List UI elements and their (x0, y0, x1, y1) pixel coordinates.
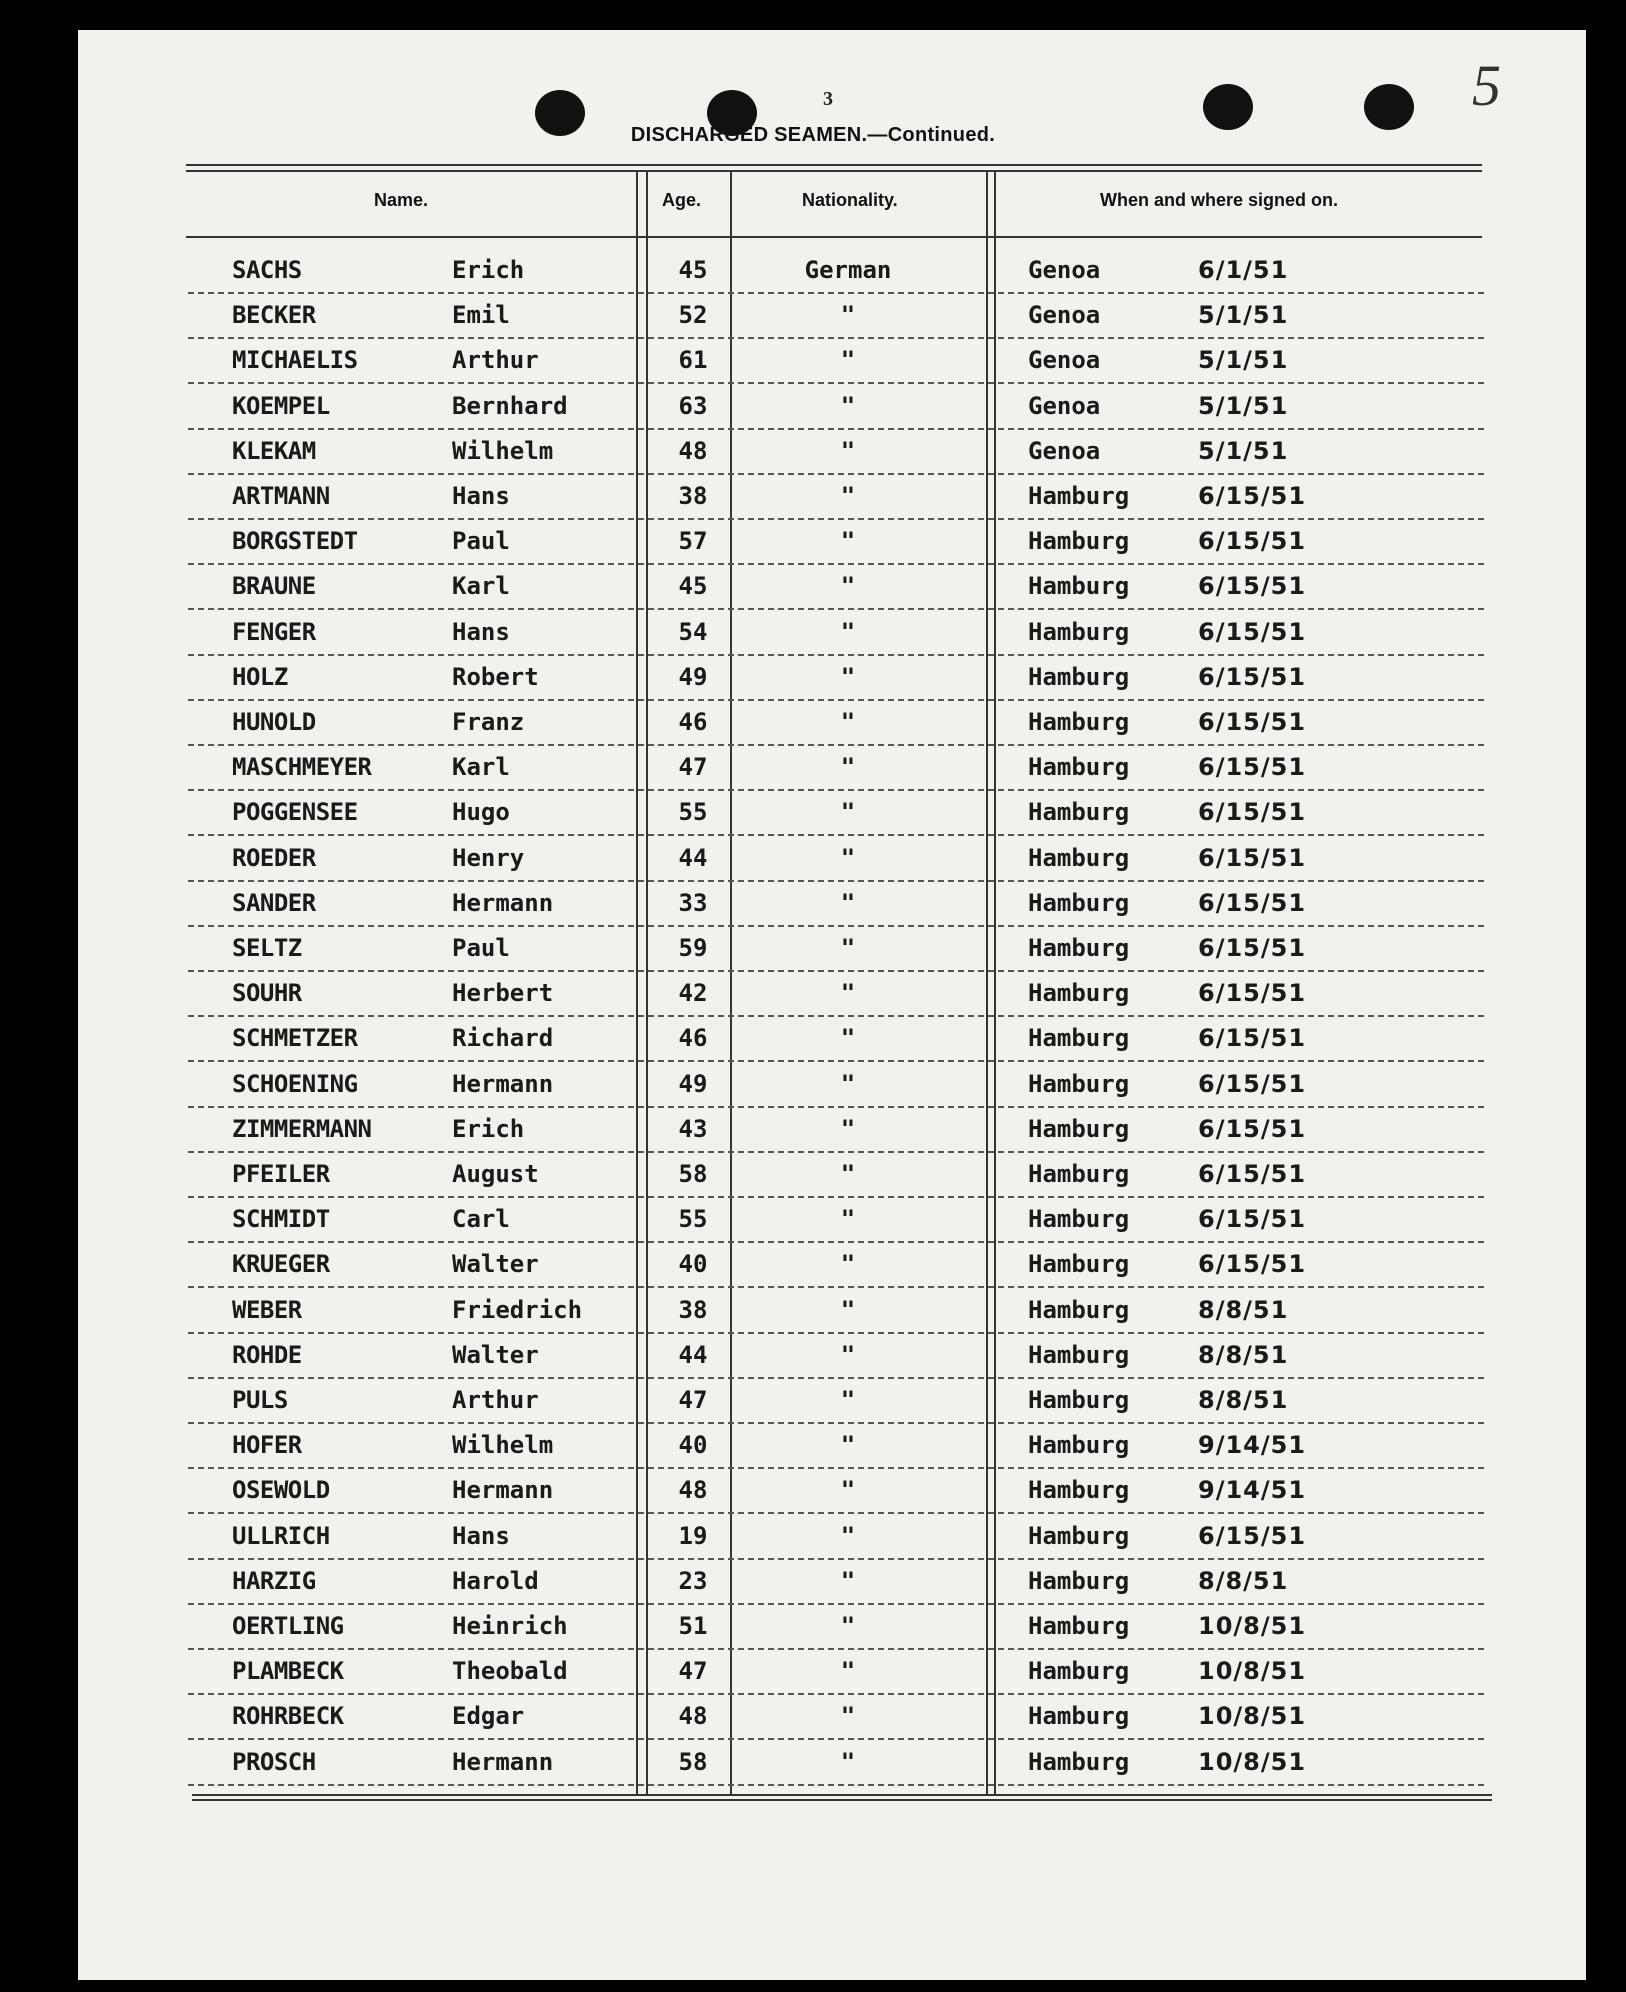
row-dashed-rule (188, 518, 1484, 520)
age-cell: 40 (678, 1431, 708, 1460)
nationality-cell: " (840, 527, 856, 556)
sign-on-port-cell: Hamburg (1028, 1114, 1130, 1143)
last-name-cell: HUNOLD (232, 708, 316, 736)
age-cell: 48 (678, 1702, 708, 1731)
age-cell: 40 (678, 1250, 708, 1279)
nationality-cell: " (840, 1160, 856, 1188)
age-cell: 23 (678, 1566, 708, 1595)
age-cell: 47 (678, 1386, 708, 1414)
sign-on-date-cell: 6/15/51 (1198, 1114, 1307, 1143)
column-header-age: Age. (662, 190, 702, 210)
nationality-cell: " (840, 1747, 856, 1776)
first-name-cell: Wilhelm (452, 1431, 554, 1460)
sign-on-date-cell: 5/1/51 (1198, 301, 1289, 330)
age-cell: 46 (678, 708, 708, 736)
age-cell: 38 (678, 482, 708, 510)
sign-on-port-cell: Hamburg (1028, 527, 1130, 556)
last-name-cell: SCHMIDT (232, 1205, 330, 1234)
last-name-cell: PROSCH (232, 1747, 316, 1776)
last-name-cell: ROHDE (232, 1340, 302, 1369)
nationality-cell: " (840, 1250, 856, 1279)
sign-on-date-cell: 6/15/51 (1198, 1160, 1307, 1188)
column-header-signed-on: When and where signed on. (1100, 190, 1339, 210)
sign-on-date-cell: 6/15/51 (1198, 617, 1307, 646)
age-cell: 44 (678, 1340, 708, 1369)
row-dashed-rule (188, 1377, 1484, 1379)
age-cell: 58 (678, 1160, 708, 1188)
row-dashed-rule (188, 1603, 1484, 1605)
row-dashed-rule (188, 654, 1484, 656)
table-rule-bottom (192, 1794, 1492, 1796)
nationality-cell: " (840, 1431, 856, 1460)
sign-on-date-cell: 6/15/51 (1198, 753, 1307, 782)
row-dashed-rule (188, 1784, 1484, 1786)
page-number: 3 (823, 88, 833, 110)
nationality-cell: " (840, 1566, 856, 1595)
sign-on-date-cell: 6/15/51 (1198, 934, 1307, 962)
row-dashed-rule (188, 834, 1484, 836)
sign-on-port-cell: Hamburg (1028, 1657, 1130, 1686)
row-dashed-rule (188, 1332, 1484, 1334)
age-cell: 48 (678, 1476, 708, 1505)
nationality-cell: " (840, 436, 856, 465)
table-row (188, 1606, 1484, 1650)
sign-on-port-cell: Genoa (1028, 391, 1101, 420)
row-dashed-rule (188, 1060, 1484, 1062)
sign-on-date-cell: 6/15/51 (1198, 527, 1307, 556)
last-name-cell: HOLZ (232, 662, 288, 691)
header-rule-bottom (186, 236, 1482, 238)
nationality-cell: " (840, 391, 856, 420)
first-name-cell: Bernhard (452, 391, 568, 420)
header-rule-top-2 (186, 170, 1482, 172)
sign-on-date-cell: 9/14/51 (1198, 1476, 1307, 1505)
first-name-cell: Edgar (452, 1702, 525, 1731)
nationality-cell: " (840, 1476, 856, 1505)
last-name-cell: POGGENSEE (232, 798, 358, 827)
age-cell: 45 (678, 256, 708, 284)
first-name-cell: Arthur (452, 346, 539, 375)
first-name-cell: Franz (452, 708, 525, 736)
age-cell: 54 (678, 617, 708, 646)
sign-on-date-cell: 8/8/51 (1198, 1340, 1289, 1369)
first-name-cell: Erich (452, 256, 525, 284)
row-dashed-rule (188, 789, 1484, 791)
nationality-cell: " (840, 572, 856, 601)
sign-on-date-cell: 6/15/51 (1198, 662, 1307, 691)
first-name-cell: Carl (452, 1205, 510, 1234)
last-name-cell: HOFER (232, 1431, 302, 1460)
first-name-cell: Paul (452, 527, 510, 556)
first-name-cell: Hermann (452, 888, 554, 917)
table-row (188, 1018, 1484, 1062)
first-name-cell: Hans (452, 482, 510, 510)
last-name-cell: MASCHMEYER (232, 753, 372, 782)
table-row (188, 1109, 1484, 1153)
last-name-cell: ZIMMERMANN (232, 1114, 372, 1143)
nationality-cell: " (840, 798, 856, 827)
first-name-cell: Erich (452, 1114, 525, 1143)
sign-on-date-cell: 9/14/51 (1198, 1431, 1307, 1460)
nationality-cell: German (804, 256, 892, 284)
sign-on-date-cell: 8/8/51 (1198, 1295, 1289, 1324)
first-name-cell: Walter (452, 1250, 539, 1279)
table-row (188, 1380, 1484, 1424)
table-row (188, 1199, 1484, 1243)
row-dashed-rule (188, 292, 1484, 294)
table-row (188, 1335, 1484, 1379)
first-name-cell: Wilhelm (452, 436, 554, 465)
last-name-cell: KOEMPEL (232, 391, 330, 420)
age-cell: 61 (678, 346, 708, 375)
first-name-cell: Karl (452, 572, 510, 601)
sign-on-port-cell: Hamburg (1028, 572, 1130, 601)
sign-on-port-cell: Hamburg (1028, 1069, 1130, 1098)
table-row (188, 792, 1484, 836)
sign-on-port-cell: Hamburg (1028, 1024, 1130, 1053)
nationality-cell: " (840, 888, 856, 917)
sign-on-port-cell: Hamburg (1028, 934, 1130, 962)
row-dashed-rule (188, 1738, 1484, 1740)
last-name-cell: OSEWOLD (232, 1476, 330, 1505)
first-name-cell: Karl (452, 753, 510, 782)
last-name-cell: ROHRBECK (232, 1702, 344, 1731)
sign-on-port-cell: Hamburg (1028, 979, 1130, 1008)
last-name-cell: HARZIG (232, 1566, 316, 1595)
nationality-cell: " (840, 1340, 856, 1369)
first-name-cell: Richard (452, 1024, 554, 1053)
sign-on-date-cell: 6/15/51 (1198, 843, 1307, 872)
row-dashed-rule (188, 1467, 1484, 1469)
sign-on-date-cell: 10/8/51 (1198, 1657, 1307, 1686)
last-name-cell: SELTZ (232, 934, 302, 962)
sign-on-port-cell: Hamburg (1028, 798, 1130, 827)
last-name-cell: ARTMANN (232, 482, 330, 510)
first-name-cell: Robert (452, 662, 539, 691)
nationality-cell: " (840, 843, 856, 872)
row-dashed-rule (188, 1648, 1484, 1650)
age-cell: 33 (678, 888, 708, 917)
age-cell: 42 (678, 979, 708, 1008)
table-row (188, 1696, 1484, 1740)
sign-on-port-cell: Hamburg (1028, 843, 1130, 872)
age-cell: 43 (678, 1114, 708, 1143)
table-row (188, 340, 1484, 384)
row-dashed-rule (188, 925, 1484, 927)
age-cell: 47 (678, 1657, 708, 1686)
sign-on-port-cell: Genoa (1028, 301, 1101, 330)
table-row (188, 521, 1484, 565)
first-name-cell: Emil (452, 301, 510, 330)
table-row (188, 476, 1484, 520)
row-dashed-rule (188, 337, 1484, 339)
sign-on-port-cell: Hamburg (1028, 1747, 1130, 1776)
age-cell: 55 (678, 1205, 708, 1234)
last-name-cell: FENGER (232, 617, 316, 646)
last-name-cell: PLAMBECK (232, 1657, 344, 1686)
row-dashed-rule (188, 1196, 1484, 1198)
table-row (188, 386, 1484, 430)
sign-on-date-cell: 6/15/51 (1198, 888, 1307, 917)
age-cell: 51 (678, 1612, 708, 1640)
age-cell: 47 (678, 753, 708, 782)
nationality-cell: " (840, 1386, 856, 1414)
row-dashed-rule (188, 473, 1484, 475)
nationality-cell: " (840, 708, 856, 736)
nationality-cell: " (840, 753, 856, 782)
sign-on-port-cell: Hamburg (1028, 1612, 1130, 1640)
first-name-cell: Hans (452, 1521, 510, 1550)
last-name-cell: SCHOENING (232, 1069, 358, 1098)
table-row (188, 1425, 1484, 1469)
sign-on-date-cell: 5/1/51 (1198, 436, 1289, 465)
age-cell: 45 (678, 572, 708, 601)
sign-on-date-cell: 10/8/51 (1198, 1612, 1307, 1640)
age-cell: 59 (678, 934, 708, 962)
last-name-cell: ROEDER (232, 843, 316, 872)
last-name-cell: BORGSTEDT (232, 527, 358, 556)
nationality-cell: " (840, 1024, 856, 1053)
sign-on-port-cell: Hamburg (1028, 1702, 1130, 1731)
last-name-cell: PULS (232, 1386, 288, 1414)
last-name-cell: MICHAELIS (232, 346, 358, 375)
table-row (188, 1244, 1484, 1288)
nationality-cell: " (840, 979, 856, 1008)
row-dashed-rule (188, 382, 1484, 384)
table-row (188, 702, 1484, 746)
table-row (188, 928, 1484, 972)
sign-on-date-cell: 6/15/51 (1198, 979, 1307, 1008)
last-name-cell: PFEILER (232, 1160, 330, 1188)
sign-on-port-cell: Hamburg (1028, 1160, 1130, 1188)
sign-on-port-cell: Hamburg (1028, 482, 1130, 510)
nationality-cell: " (840, 1521, 856, 1550)
table-row (188, 838, 1484, 882)
last-name-cell: SACHS (232, 256, 302, 284)
sign-on-port-cell: Hamburg (1028, 753, 1130, 782)
sign-on-date-cell: 6/15/51 (1198, 1205, 1307, 1234)
nationality-cell: " (840, 1295, 856, 1324)
table-row (188, 431, 1484, 475)
first-name-cell: Hermann (452, 1069, 554, 1098)
table-row (188, 295, 1484, 339)
last-name-cell: OERTLING (232, 1612, 344, 1640)
row-dashed-rule (188, 880, 1484, 882)
column-header-name: Name. (374, 190, 429, 210)
nationality-cell: " (840, 1702, 856, 1731)
first-name-cell: August (452, 1160, 539, 1188)
sign-on-date-cell: 8/8/51 (1198, 1566, 1289, 1595)
first-name-cell: Walter (452, 1340, 539, 1369)
nationality-cell: " (840, 482, 856, 510)
last-name-cell: SCHMETZER (232, 1024, 358, 1053)
sign-on-date-cell: 5/1/51 (1198, 391, 1289, 420)
sign-on-date-cell: 6/1/51 (1198, 256, 1289, 284)
sign-on-port-cell: Hamburg (1028, 1476, 1130, 1505)
last-name-cell: BRAUNE (232, 572, 316, 601)
nationality-cell: " (840, 1612, 856, 1640)
sign-on-date-cell: 6/15/51 (1198, 1069, 1307, 1098)
row-dashed-rule (188, 1693, 1484, 1695)
last-name-cell: ULLRICH (232, 1521, 330, 1550)
age-cell: 46 (678, 1024, 708, 1053)
row-dashed-rule (188, 1106, 1484, 1108)
row-dashed-rule (188, 1015, 1484, 1017)
last-name-cell: SANDER (232, 888, 316, 917)
first-name-cell: Hugo (452, 798, 510, 827)
nationality-cell: " (840, 1069, 856, 1098)
table-row (188, 973, 1484, 1017)
age-cell: 48 (678, 436, 708, 465)
sign-on-port-cell: Genoa (1028, 436, 1101, 465)
sign-on-date-cell: 6/15/51 (1198, 708, 1307, 736)
sign-on-date-cell: 6/15/51 (1198, 572, 1307, 601)
row-dashed-rule (188, 428, 1484, 430)
last-name-cell: BECKER (232, 301, 316, 330)
nationality-cell: " (840, 934, 856, 962)
first-name-cell: Friedrich (452, 1295, 583, 1324)
last-name-cell: KLEKAM (232, 436, 316, 465)
age-cell: 52 (678, 301, 708, 330)
sign-on-port-cell: Hamburg (1028, 888, 1130, 917)
table-row (188, 1154, 1484, 1198)
last-name-cell: WEBER (232, 1295, 302, 1324)
nationality-cell: " (840, 346, 856, 375)
table-row (188, 566, 1484, 610)
sign-on-port-cell: Hamburg (1028, 1566, 1130, 1595)
sign-on-date-cell: 6/15/51 (1198, 482, 1307, 510)
age-cell: 63 (678, 391, 708, 420)
first-name-cell: Paul (452, 934, 510, 962)
row-dashed-rule (188, 1422, 1484, 1424)
first-name-cell: Herbert (452, 979, 554, 1008)
sign-on-port-cell: Hamburg (1028, 1521, 1130, 1550)
first-name-cell: Hermann (452, 1476, 554, 1505)
first-name-cell: Heinrich (452, 1612, 568, 1640)
handwritten-page-number: 5 (1472, 53, 1501, 118)
table-rule-bottom-2 (192, 1799, 1492, 1801)
table-row (188, 1470, 1484, 1514)
first-name-cell: Arthur (452, 1386, 539, 1414)
row-dashed-rule (188, 1241, 1484, 1243)
first-name-cell: Theobald (452, 1657, 568, 1686)
sign-on-port-cell: Hamburg (1028, 1295, 1130, 1324)
sign-on-date-cell: 5/1/51 (1198, 346, 1289, 375)
age-cell: 49 (678, 1069, 708, 1098)
table-row (188, 250, 1484, 294)
table-row (188, 612, 1484, 656)
sign-on-port-cell: Genoa (1028, 256, 1101, 284)
age-cell: 55 (678, 798, 708, 827)
sign-on-date-cell: 6/15/51 (1198, 798, 1307, 827)
sign-on-date-cell: 10/8/51 (1198, 1702, 1307, 1731)
sign-on-date-cell: 10/8/51 (1198, 1747, 1307, 1776)
row-dashed-rule (188, 563, 1484, 565)
nationality-cell: " (840, 301, 856, 330)
table-row (188, 747, 1484, 791)
age-cell: 38 (678, 1295, 708, 1324)
sign-on-date-cell: 8/8/51 (1198, 1386, 1289, 1414)
age-cell: 44 (678, 843, 708, 872)
sign-on-port-cell: Hamburg (1028, 1205, 1130, 1234)
last-name-cell: SOUHR (232, 979, 302, 1008)
sign-on-port-cell: Hamburg (1028, 1431, 1130, 1460)
page-heading: DISCHARGED SEAMEN.—Continued. (630, 124, 996, 146)
table-row (188, 883, 1484, 927)
sign-on-port-cell: Hamburg (1028, 617, 1130, 646)
last-name-cell: KRUEGER (232, 1250, 330, 1279)
sign-on-date-cell: 6/15/51 (1198, 1024, 1307, 1053)
sign-on-port-cell: Hamburg (1028, 1250, 1130, 1279)
age-cell: 58 (678, 1747, 708, 1776)
header-rule-top (186, 164, 1482, 166)
table-row (188, 1651, 1484, 1695)
row-dashed-rule (188, 699, 1484, 701)
row-dashed-rule (188, 970, 1484, 972)
first-name-cell: Harold (452, 1566, 539, 1595)
column-header-nationality: Nationality. (802, 190, 898, 210)
table-row (188, 1742, 1484, 1786)
row-dashed-rule (188, 1558, 1484, 1560)
row-dashed-rule (188, 1151, 1484, 1153)
nationality-cell: " (840, 617, 856, 646)
nationality-cell: " (840, 1205, 856, 1234)
sign-on-port-cell: Hamburg (1028, 662, 1130, 691)
age-cell: 57 (678, 527, 708, 556)
nationality-cell: " (840, 1657, 856, 1686)
sign-on-port-cell: Hamburg (1028, 1386, 1130, 1414)
first-name-cell: Hermann (452, 1747, 554, 1776)
row-dashed-rule (188, 1512, 1484, 1514)
row-dashed-rule (188, 744, 1484, 746)
sign-on-port-cell: Hamburg (1028, 1340, 1130, 1369)
age-cell: 19 (678, 1521, 708, 1550)
nationality-cell: " (840, 662, 856, 691)
table-row (188, 1561, 1484, 1605)
nationality-cell: " (840, 1114, 856, 1143)
sign-on-port-cell: Hamburg (1028, 708, 1130, 736)
row-dashed-rule (188, 1286, 1484, 1288)
sign-on-port-cell: Genoa (1028, 346, 1101, 375)
sign-on-date-cell: 6/15/51 (1198, 1250, 1307, 1279)
table-row (188, 1516, 1484, 1560)
age-cell: 49 (678, 662, 708, 691)
first-name-cell: Hans (452, 617, 510, 646)
sign-on-date-cell: 6/15/51 (1198, 1521, 1307, 1550)
table-row (188, 1064, 1484, 1108)
table-row (188, 1290, 1484, 1334)
table-row (188, 657, 1484, 701)
first-name-cell: Henry (452, 843, 525, 872)
row-dashed-rule (188, 608, 1484, 610)
